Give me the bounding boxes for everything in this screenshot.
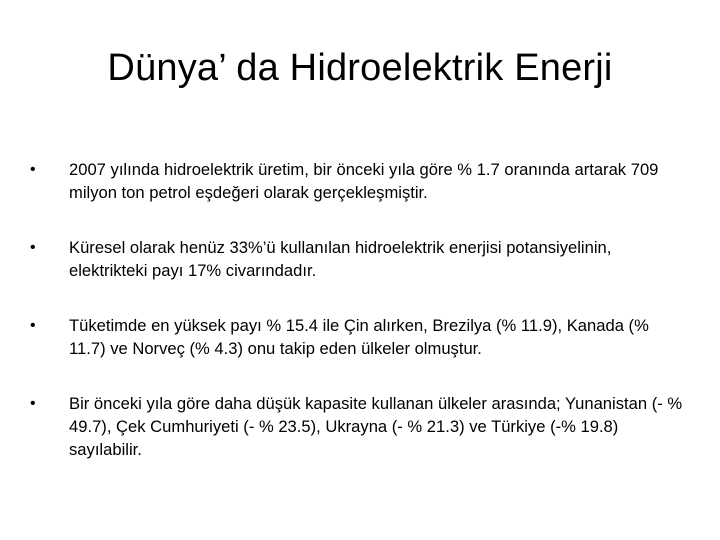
bullet-icon: • <box>30 161 36 178</box>
bullet-item <box>30 158 690 204</box>
bullet-item <box>30 236 690 282</box>
bullet-item <box>30 314 690 360</box>
bullet-item <box>30 392 690 461</box>
bullet-list <box>30 158 690 461</box>
bullet-icon: • <box>30 239 36 256</box>
bullet-icon: • <box>30 317 36 334</box>
bullet-text: 2007 yılında hidroelektrik üretim, bir önceki yıla göre % 1.7 oranında artarak 709 milyon ton petrol eşdeğeri olarak gerçekleşmiştir. <box>69 160 659 202</box>
bullet-text: Bir önceki yıla göre daha düşük kapasite kullanan ülkeler arasında; Yunanistan (- % 49.7), Çek Cumhuriyeti (- % 23.5), Ukrayna (- % 21.3) ve Türkiye (-% 19.8) sayılabilir. <box>69 394 683 459</box>
bullet-text: Tüketimde en yüksek payı % 15.4 ile Çin alırken, Brezilya (% 11.9), Kanada (% 11.7) ve Norveç (% 4.3) onu takip eden ülkeler olmuştur. <box>69 316 649 358</box>
bullet-text: Küresel olarak henüz 33%’ü kullanılan hidroelektrik enerjisi potansiyelinin, elektrikteki payı 17% civarındadır. <box>69 238 612 280</box>
slide-title: Dünya’ da Hidroelektrik Enerji <box>107 47 613 89</box>
bullet-icon: • <box>30 395 36 412</box>
